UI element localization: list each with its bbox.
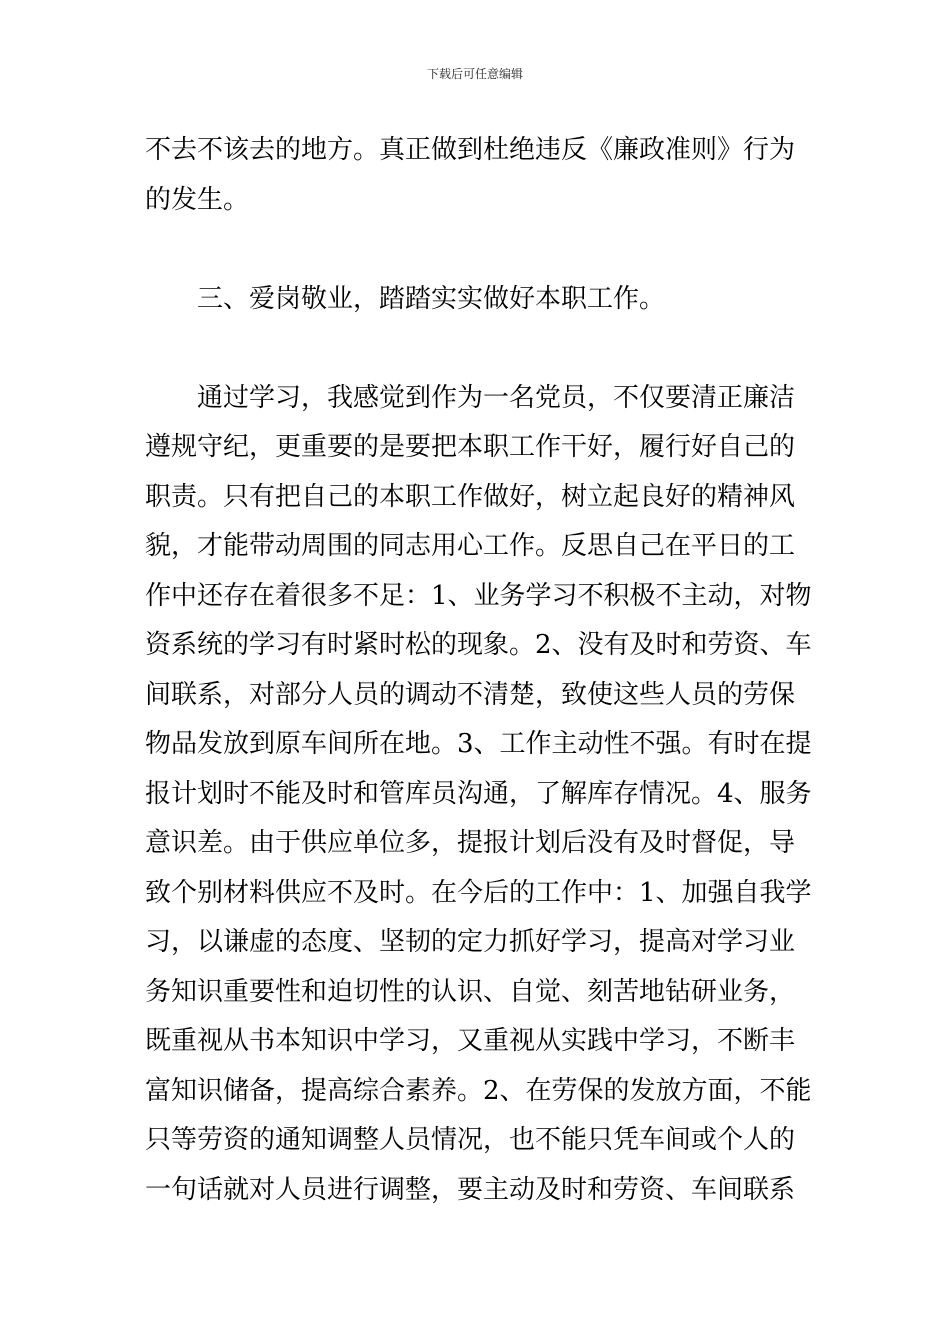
document-body [145,126,810,1215]
paragraph-line: 作中还存在着很多不足：1、业务学习不积极不主动，对物 [145,580,812,611]
blank-line [145,225,810,275]
blank-line [145,324,810,374]
paragraph-line: 通过学习，我感觉到作为一名党员，不仅要清正廉洁 [197,382,796,413]
paragraph-line: 只等劳资的通知调整人员情况，也不能只凭车间或个人的 [145,1125,796,1155]
paragraph-line: 意识差。由于供应单位多，提报计划后没有及时督促，导 [145,828,796,858]
paragraph-line: 遵规守纪，更重要的是要把本职工作干好，履行好自己的 [145,432,796,462]
paragraph-line: 资系统的学习有时紧时松的现象。2、没有及时和劳资、车 [145,630,812,660]
paragraph-line: 富知识储备，提高综合素养。2、在劳保的发放方面，不能 [145,1075,812,1106]
paragraph-line: 一句话就对人员进行调整，要主动及时和劳资、车间联系 [145,1174,796,1205]
paragraph-line: 既重视从书本知识中学习，又重视从实践中学习，不断丰 [145,1026,796,1056]
paragraph-line: 物品发放到原车间所在地。3、工作主动性不强。有时在提 [145,729,812,759]
section-heading: 三、爱岗敬业，踏踏实实做好本职工作。 [197,283,666,314]
paragraph-line: 貌，才能带动周围的同志用心工作。反思自己在平日的工 [145,531,796,561]
paragraph-line: 不去不该去的地方。真正做到杜绝违反《廉政准则》行为 [145,135,796,165]
paragraph-line: 习，以谦虚的态度、坚韧的定力抓好学习，提高对学习业 [145,927,796,957]
paragraph-line: 致个别材料供应不及时。在今后的工作中：1、加强自我学 [145,877,812,908]
paragraph-line: 务知识重要性和迫切性的认识、自觉、刻苦地钻研业务， [145,976,796,1007]
paragraph-line: 报计划时不能及时和管库员沟通，了解库存情况。4、服务 [145,778,812,809]
paragraph-line: 间联系，对部分人员的调动不清楚，致使这些人员的劳保 [145,679,796,710]
page-header: 下载后可任意编辑 [426,67,523,81]
paragraph-line: 职责。只有把自己的本职工作做好，树立起良好的精神风 [145,481,796,512]
paragraph-line: 的发生。 [145,184,250,215]
